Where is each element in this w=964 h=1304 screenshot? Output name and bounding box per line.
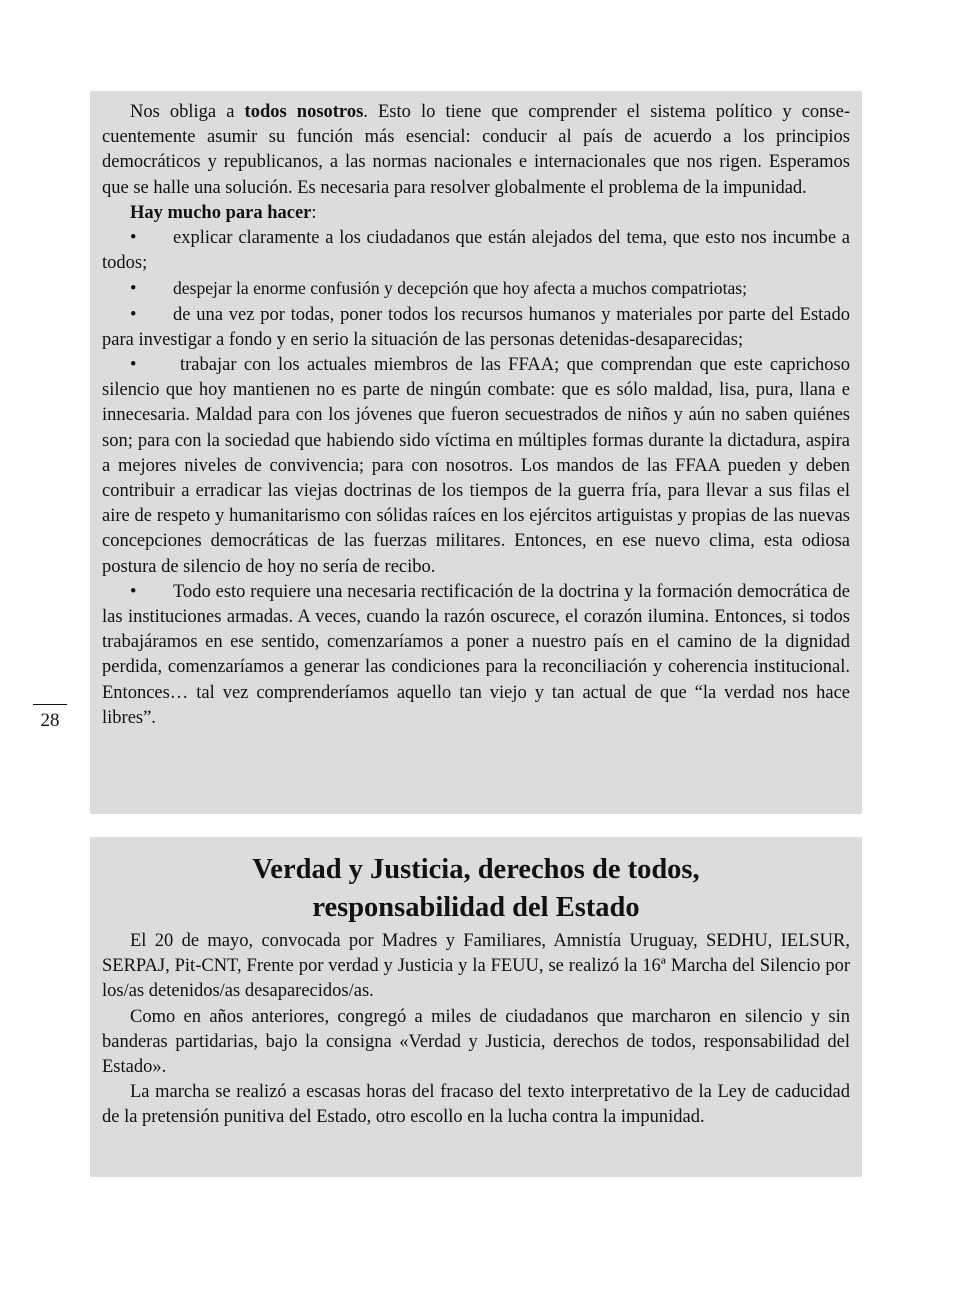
bullet-item	[102, 353, 850, 580]
article-title-line-2: responsabilidad del Estado	[312, 892, 640, 923]
bullet-text: explicar claramente a los ciudadanos que están alejados del tema, que esto nos incumbe a todos;	[102, 228, 850, 274]
list-heading	[102, 201, 850, 226]
article-title	[102, 851, 850, 927]
intro-paragraph	[102, 100, 850, 201]
bullet-text: trabajar con los actuales miembros de las FFAA; que comprendan que este caprichoso silencio que hoy mantienen no es parte de ningún combate: que es sólo maldad, lisa, pura, llana e innecesaria. Maldad para con los jóvenes que fueron secuestrados de niños y aún no saben quiénes son; para con la sociedad que habiendo sido víctima en múltiples formas durante la dictadura, aspira a mejores niveles de convivencia; para con nosotros. Los mandos de las FFAA pueden y deben contribuir a erradicar las viejas doctrinas de los tiempos de la guerra fría, para llevar a sus filas el aire de respeto y humanitarismo con sólidas raíces en los ejércitos artiguistas y propias de las nuevas concepciones democráticas de las fuerzas militares. Entonces, en ese nuevo clima, esta odiosa postura de silencio de hoy no sería de recibo.	[102, 355, 850, 577]
bullet-text: despejar la enorme confusión y decepción que hoy afecta a muchos compatriotas;	[173, 278, 748, 299]
intro-text-rest: . Esto lo tiene que comprender el sistema político y consecuentemente asumir su función más esencial: conducir al país de acuerdo a los principios democráticos y republicanos, a las normas nacionales e internacionales que nos rigen. Esperamos que se halle una solución. Es necesaria para resolver globalmente el problema de la impunidad.	[102, 102, 851, 198]
bullet-item	[102, 226, 850, 276]
bullet-item	[102, 580, 850, 731]
bullet-item	[102, 276, 850, 302]
bullet-text: Todo esto requiere una necesaria rectificación de la doctrina y la formación democrática de las instituciones armadas. A veces, cuando la razón oscurece, el corazón ilumina. Entonces, si todos trabajáramos en ese sentido, comenzaríamos a poner a nuestro país en el camino de la dignidad perdida, comenzaríamos a generar las condiciones para la reconciliación y coherencia institucional. Entonces… tal vez comprenderíamos aquello tan viejo y tan actual de que “la verdad nos hace libres”.	[102, 581, 850, 728]
bullet-icon: •	[130, 279, 137, 300]
list-heading-colon: :	[311, 202, 317, 223]
article-paragraph: Como en años anteriores, congregó a miles de ciudadanos que marcharon en silencio y sin banderas partidarias, bajo la consigna «Verdad y Justicia, derechos de todos, responsabilidad del Estado».	[102, 1006, 850, 1078]
page-number: 28	[33, 704, 67, 734]
bullet-text: de una vez por todas, poner todos los recursos humanos y materiales por parte del Estado para investigar a fondo y en serio la situación de las personas detenidas-desaparecidas;	[102, 304, 850, 350]
article-title-line-1: Verdad y Justicia, derechos de todos,	[252, 854, 700, 885]
intro-text-start: Nos obliga a	[130, 102, 245, 122]
article-paragraph: El 20 de mayo, convocada por Madres y Familiares, Amnistía Uruguay, SEDHU, IELSUR, SERPAJ, Pit-CNT, Frente por verdad y Justicia y la FEUU, se realizó la 16ª Marcha del Silencio por los/as detenidos/as desaparecidos/as.	[102, 931, 850, 1002]
article-paragraph: La marcha se realizó a escasas horas del fracaso del texto interpretativo de la Ley de caducidad de la pretensión punitiva del Estado, otro escollo en la lucha contra la impunidad.	[102, 1082, 850, 1128]
list-heading-text: Hay mucho para hacer	[130, 202, 312, 223]
bullet-item	[102, 303, 850, 353]
bullet-icon: •	[130, 228, 137, 249]
opinion-box	[90, 91, 862, 814]
bullet-icon: •	[130, 304, 137, 325]
bullet-icon: •	[130, 581, 137, 602]
bullet-icon: •	[130, 355, 137, 376]
news-box	[90, 837, 862, 1177]
intro-bold-text: todos nosotros	[244, 102, 364, 122]
